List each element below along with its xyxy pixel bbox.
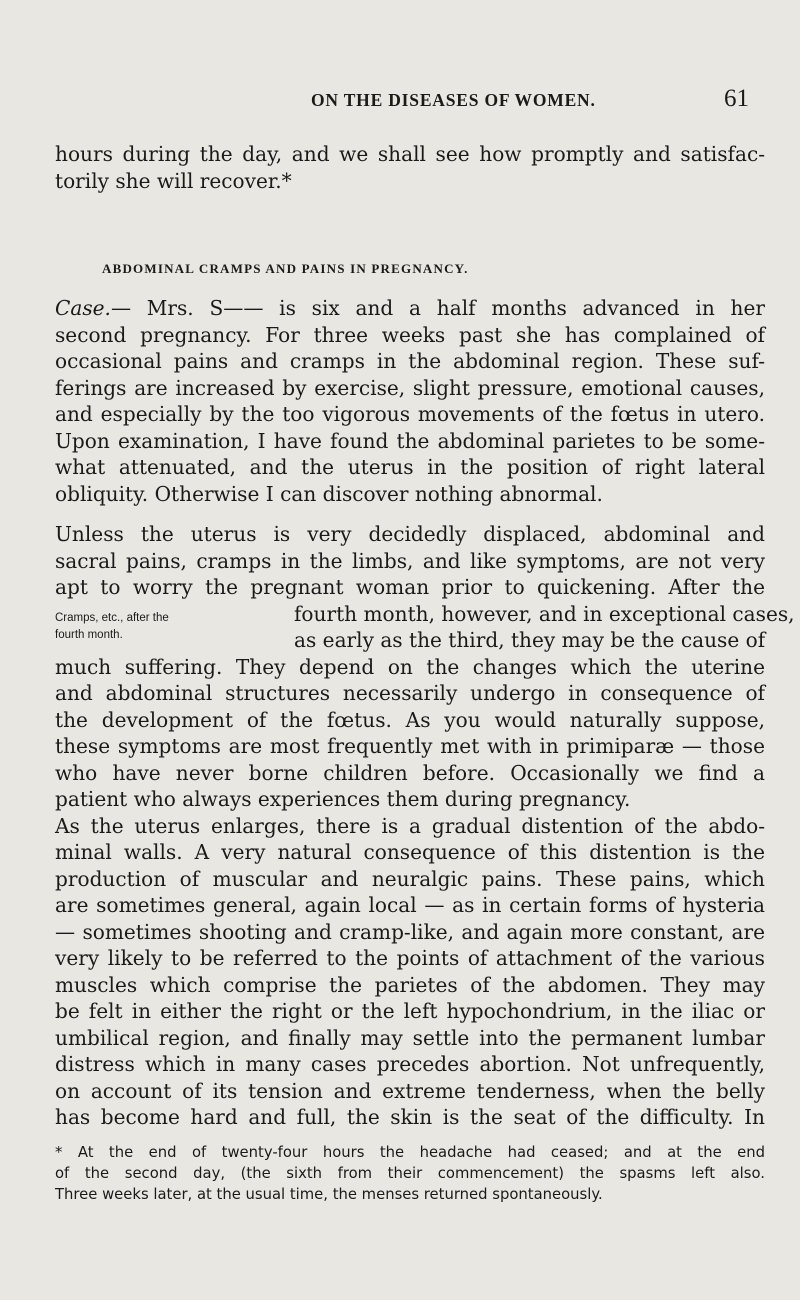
case-text: — Mrs. S—— is six and a half months advanced in her: [110, 296, 765, 320]
footnote-line: * At the end of twenty-four hours the headache had ceased; and at the end: [55, 1144, 765, 1161]
text-line: on account of its tension and extreme tenderness, when the belly: [55, 1079, 765, 1103]
text-line: apt to worry the pregnant woman prior to quickening. After the: [55, 575, 765, 599]
running-title: ON THE DISEASES OF WOMEN.: [311, 90, 596, 110]
text-line: be felt in either the right or the left hypochondrium, in the iliac or: [55, 999, 765, 1023]
margin-note-line-2: fourth month.: [55, 629, 123, 641]
text-line: production of muscular and neuralgic pains. These pains, which: [55, 867, 765, 891]
text-line: ferings are increased by exercise, slight pressure, emotional causes,: [55, 376, 765, 400]
text-line: are sometimes general, again local — as in certain forms of hysteria: [55, 893, 765, 917]
text-line: sacral pains, cramps in the limbs, and like symptoms, are not very: [55, 549, 765, 573]
text-line: minal walls. A very natural consequence of this distention is the: [55, 840, 765, 864]
text-line: occasional pains and cramps in the abdominal region. These suf-: [55, 349, 765, 373]
text-line: and especially by the too vigorous movements of the fœtus in utero.: [55, 402, 765, 426]
text-line: second pregnancy. For three weeks past she has complained of: [55, 323, 765, 347]
case-first-line: [55, 295, 765, 321]
text-line: hours during the day, and we shall see how promptly and satisfac-: [55, 142, 765, 166]
footnote-line: Three weeks later, at the usual time, the menses returned spontaneously.: [55, 1186, 603, 1203]
text-line: as early as the third, they may be the cause of: [294, 628, 766, 652]
text-line: Unless the uterus is very decidedly displaced, abdominal and: [55, 522, 765, 546]
text-line: — sometimes shooting and cramp-like, and again more constant, are: [55, 920, 765, 944]
text-line: and abdominal structures necessarily undergo in consequence of: [55, 681, 765, 705]
section-heading: ABDOMINAL CRAMPS AND PAINS IN PREGNANCY.: [102, 261, 469, 276]
text-line: umbilical region, and finally may settle into the permanent lumbar: [55, 1026, 765, 1050]
page-header: [0, 86, 800, 116]
footnote-line: of the second day, (the sixth from their commencement) the spasms left also.: [55, 1165, 765, 1182]
text-line: muscles which comprise the parietes of the abdomen. They may: [55, 973, 765, 997]
text-line: fourth month, however, and in exceptional cases,: [294, 602, 795, 626]
text-line: these symptoms are most frequently met with in primiparæ — those: [55, 734, 765, 758]
text-line: patient who always experiences them during pregnancy.: [55, 787, 631, 811]
text-line: much suffering. They depend on the changes which the uterine: [55, 655, 765, 679]
text-line: torily she will recover.*: [55, 169, 292, 193]
text-line: As the uterus enlarges, there is a gradual distention of the abdo-: [55, 814, 765, 838]
text-line: who have never borne children before. Occasionally we find a: [55, 761, 765, 785]
text-line: has become hard and full, the skin is the seat of the difficulty. In: [55, 1105, 765, 1129]
text-line: very likely to be referred to the points of attachment of the various: [55, 946, 765, 970]
margin-note-line-1: Cramps, etc., after the: [55, 612, 169, 624]
case-label: Case.: [55, 296, 111, 320]
text-line: what attenuated, and the uterus in the position of right lateral: [55, 455, 765, 479]
text-line: distress which in many cases precedes abortion. Not unfrequently,: [55, 1052, 765, 1076]
text-line: obliquity. Otherwise I can discover nothing abnormal.: [55, 482, 603, 506]
text-line: the development of the fœtus. As you would naturally suppose,: [55, 708, 765, 732]
text-line: Upon examination, I have found the abdominal parietes to be some-: [55, 429, 765, 453]
page-number: 61: [724, 85, 749, 112]
